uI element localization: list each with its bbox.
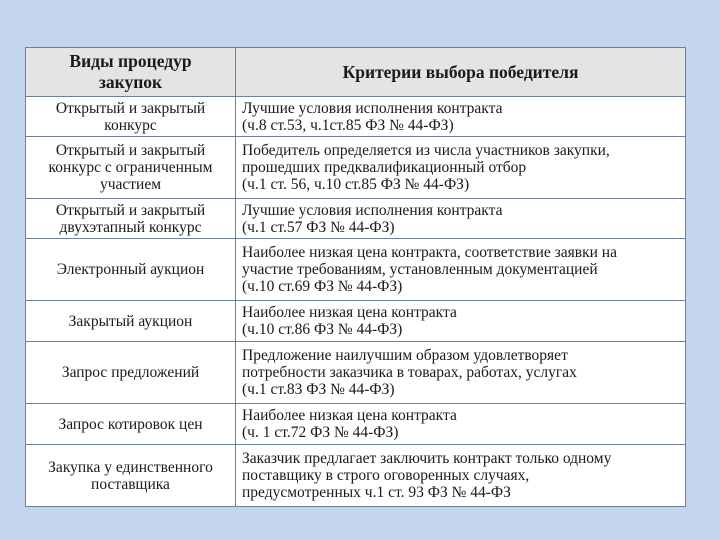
table-row [26, 137, 686, 199]
criteria-cell [236, 404, 686, 445]
header-line: Критерии выбора победителя [342, 61, 579, 82]
cell-line: Наиболее низкая цена контракта [242, 304, 457, 321]
cell-line: Предложение наилучшим образом удовлетворяет [242, 347, 568, 364]
cell-line: (ч.10 ст.69 ФЗ № 44-ФЗ) [242, 278, 403, 295]
cell-line: Закрытый аукцион [68, 312, 193, 330]
cell-line: (ч.8 ст.53, ч.1ст.85 ФЗ № 44-ФЗ) [242, 116, 454, 134]
table-row [26, 199, 686, 239]
cell-line: поставщику в строго оговоренных случаях, [242, 467, 530, 484]
cell-line: Заказчик предлагает заключить контракт только одному [242, 450, 612, 467]
criteria-cell [236, 445, 686, 507]
table-row [26, 404, 686, 445]
cell-line: потребности заказчика в товарах, работах, услугах [242, 364, 577, 381]
table-row [26, 97, 686, 137]
cell-line: Запрос предложений [61, 364, 200, 381]
cell-line: Открытый и закрытый [55, 142, 206, 159]
criteria-cell [236, 342, 686, 404]
cell-line: (ч. 1 ст.72 ФЗ № 44-ФЗ) [242, 424, 399, 441]
criteria-cell [236, 239, 686, 301]
cell-line: Открытый и закрытый [55, 201, 206, 219]
criteria-cell [236, 137, 686, 199]
header-row [26, 48, 686, 97]
cell-line: предусмотренных ч.1 ст. 93 ФЗ № 44-ФЗ [242, 484, 511, 501]
procedure-type-cell [26, 445, 236, 507]
procedure-type-cell [26, 97, 236, 137]
cell-line: (ч.1 ст. 56, ч.10 ст.85 ФЗ № 44-ФЗ) [242, 176, 470, 193]
cell-line: Наиболее низкая цена контракта, соответствие заявки на [242, 244, 617, 261]
cell-line: поставщика [91, 475, 170, 493]
header-line: Виды процедур [69, 51, 192, 71]
procedure-type-cell [26, 301, 236, 342]
cell-line: Лучшие условия исполнения контракта [242, 99, 503, 117]
criteria-cell [236, 199, 686, 239]
cell-line: Электронный аукцион [56, 261, 205, 278]
table-row [26, 342, 686, 404]
procedure-type-cell [26, 239, 236, 301]
header-line: закупок [98, 72, 163, 92]
table-row [26, 239, 686, 301]
cell-line: (ч.10 ст.86 ФЗ № 44-ФЗ) [242, 321, 403, 338]
cell-line: Наиболее низкая цена контракта [242, 407, 457, 424]
cell-line: прошедших предквалификационный отбор [242, 159, 527, 176]
cell-line: Победитель определяется из числа участников закупки, [242, 142, 610, 159]
table-row [26, 301, 686, 342]
cell-line: двухэтапный конкурс [59, 218, 202, 236]
cell-line: Закупка у единственного [48, 458, 213, 476]
cell-line: конкурс с ограниченным [48, 159, 213, 176]
procedure-type-cell [26, 404, 236, 445]
table-row [26, 445, 686, 507]
procedure-type-cell [26, 342, 236, 404]
header-procedure-types [26, 48, 236, 97]
cell-line: Лучшие условия исполнения контракта [242, 201, 503, 219]
header-winner-criteria [236, 48, 686, 97]
cell-line: конкурс [104, 116, 157, 134]
procurement-criteria-table [25, 47, 686, 507]
criteria-cell [236, 97, 686, 137]
cell-line: Открытый и закрытый [55, 99, 206, 117]
cell-line: Запрос котировок цен [58, 415, 203, 433]
cell-line: (ч.1 ст.57 ФЗ № 44-ФЗ) [242, 218, 395, 236]
cell-line: участием [99, 176, 162, 193]
procedure-type-cell [26, 199, 236, 239]
criteria-cell [236, 301, 686, 342]
cell-line: участие требованиям, установленным документацией [242, 261, 598, 278]
procedure-type-cell [26, 137, 236, 199]
cell-line: (ч.1 ст.83 ФЗ № 44-ФЗ) [242, 381, 395, 398]
